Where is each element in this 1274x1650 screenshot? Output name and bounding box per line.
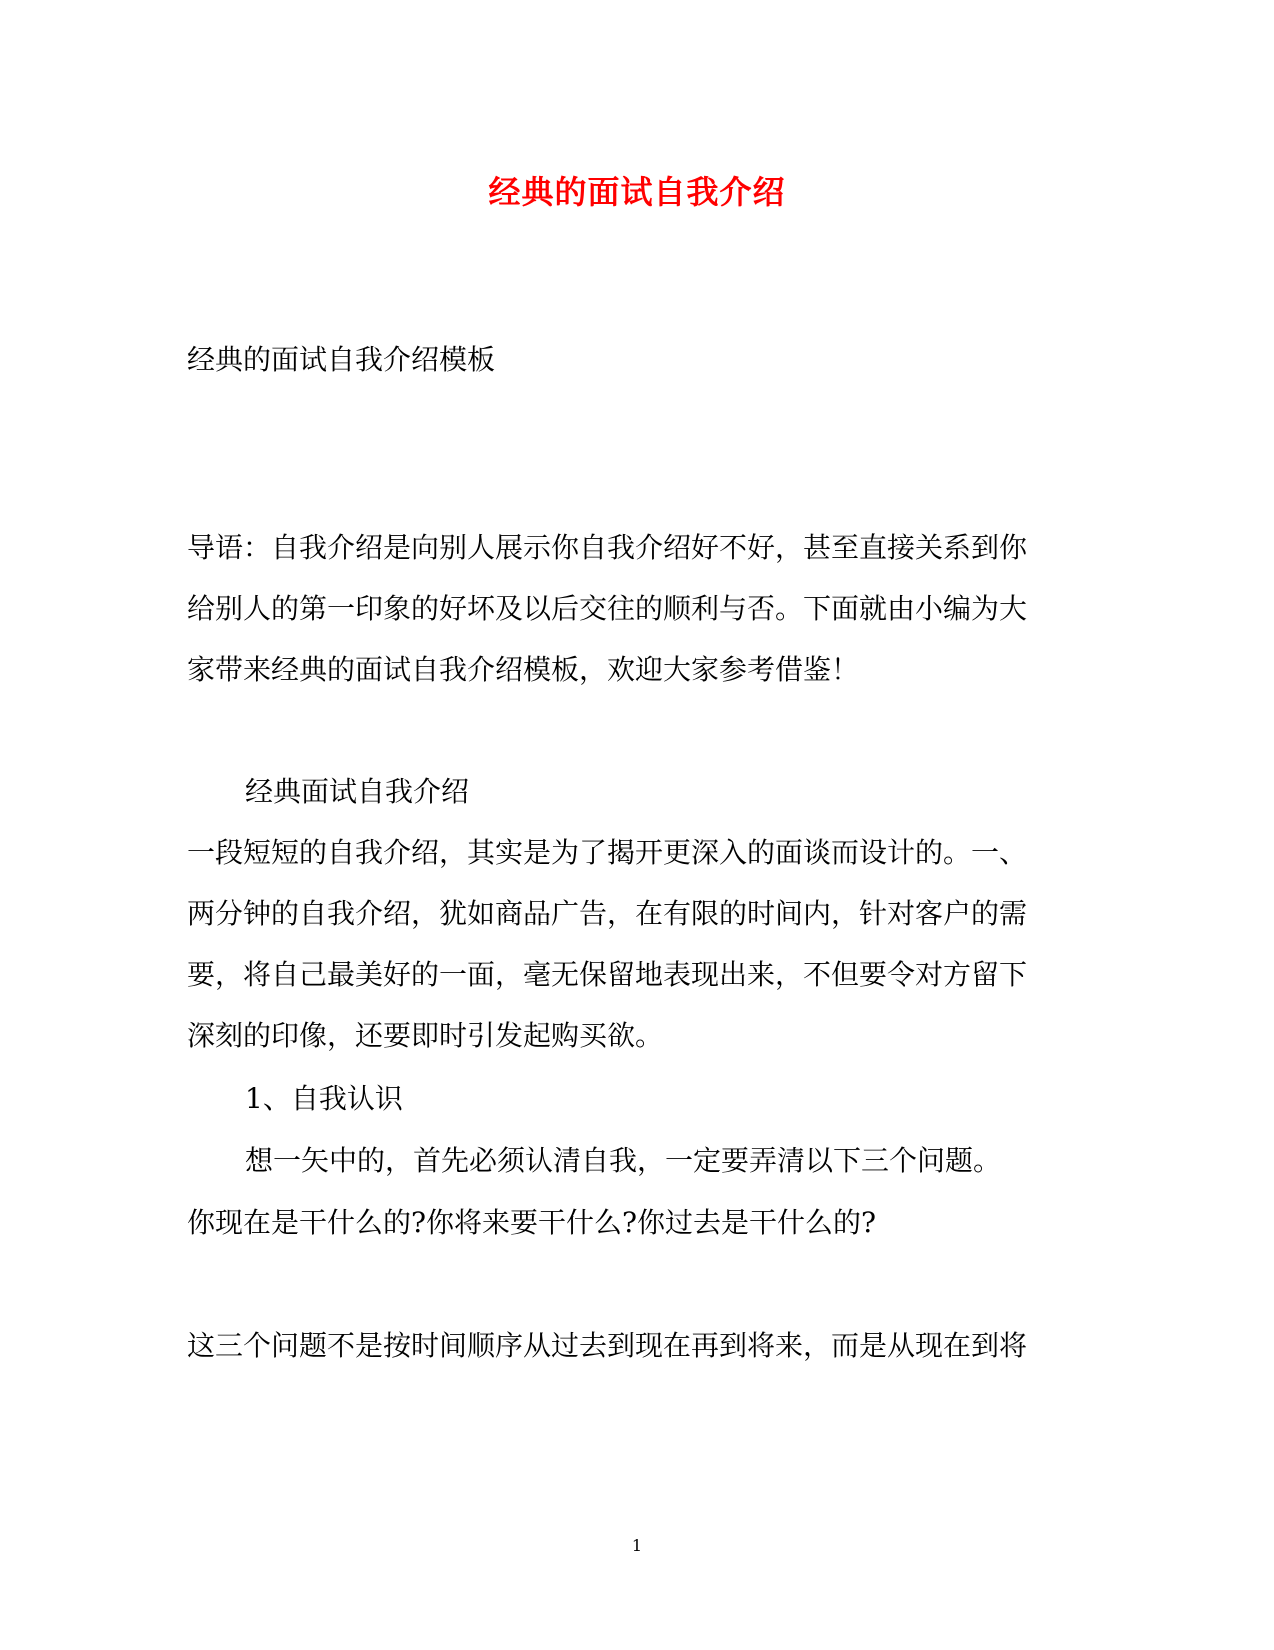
body-line: 深刻的印像，还要即时引发起购买欲。 (187, 1019, 664, 1052)
point-heading: 1、自我认识 (245, 1082, 403, 1115)
section-heading: 经典面试自我介绍 (245, 775, 470, 808)
point-text-line: 想一矢中的，首先必须认清自我，一定要弄清以下三个问题。 (245, 1144, 1002, 1177)
page-number: 1 (631, 1536, 643, 1555)
body-line: 要，将自己最美好的一面，毫无保留地表现出来，不但要令对方留下 (187, 958, 1028, 991)
document-subtitle: 经典的面试自我介绍模板 (187, 343, 496, 376)
final-line: 这三个问题不是按时间顺序从过去到现在再到将来，而是从现在到将 (187, 1329, 1028, 1362)
body-line: 一段短短的自我介绍，其实是为了揭开更深入的面谈而设计的。一、 (187, 836, 1028, 869)
point-text-line: 你现在是干什么的?你将来要干什么?你过去是干什么的? (187, 1206, 877, 1239)
body-line: 两分钟的自我介绍，犹如商品广告，在有限的时间内，针对客户的需 (187, 897, 1028, 930)
intro-line: 给别人的第一印象的好坏及以后交往的顺利与否。下面就由小编为大 (187, 592, 1028, 625)
intro-line: 导语：自我介绍是向别人展示你自我介绍好不好，甚至直接关系到你 (187, 531, 1028, 564)
intro-line: 家带来经典的面试自我介绍模板，欢迎大家参考借鉴！ (187, 653, 860, 686)
document-title: 经典的面试自我介绍 (488, 173, 786, 211)
